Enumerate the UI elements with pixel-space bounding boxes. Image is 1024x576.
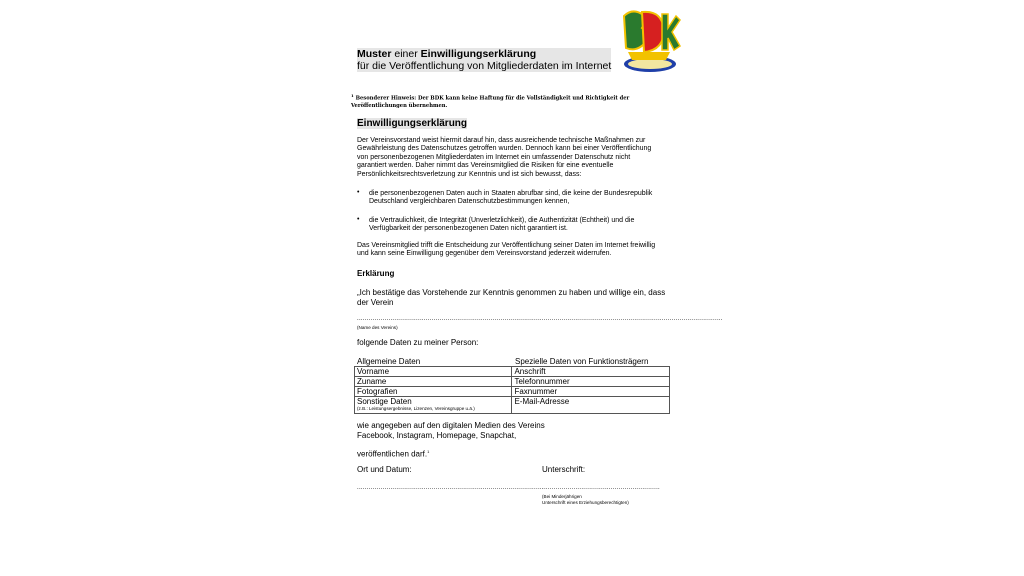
col-header-general: Allgemeine Daten	[357, 357, 421, 366]
minor-note-1: (Bei Minderjährigen	[542, 494, 582, 499]
table-row	[355, 387, 670, 397]
bullet-icon: •	[357, 189, 360, 196]
sonstige-note: (z.B.: Leistungsergebnisse, Lizenzen, Vereinsgruppe u.ä.)	[357, 406, 475, 411]
section-heading: Einwilligungserklärung	[357, 118, 468, 129]
bdk-logo	[618, 6, 682, 74]
document-title: Muster einer Einwilligungserklärung für die Veröffentlichung von Mitgliederdaten im Internet	[357, 48, 612, 72]
bullet-item: die personenbezogenen Daten auch in Staaten abrufbar sind, die keine der Bundesrepublik Deutschland vergleichbaren Datenschutzbestimmungen kennen,	[369, 190, 653, 206]
place-date-label: Ort und Datum:	[357, 465, 412, 474]
table-cell: Anschrift	[512, 367, 670, 377]
signature-label: Unterschrift:	[542, 465, 586, 474]
club-name-caption: (Name des Vereins)	[357, 325, 398, 330]
club-name-line[interactable]: ..........................................................................................................................................................................................	[357, 316, 723, 322]
bullet-icon: •	[357, 216, 360, 223]
footnote: $^1$ Besonderer Hinweis: Der BDK kann keine Haftung für die Vollständigkeit und Richtigkeit der Veröffentlichungen übernehmen.	[351, 93, 630, 109]
declaration-heading: Erklärung	[357, 269, 395, 278]
data-table	[354, 366, 670, 414]
table-cell: Telefonnummer	[512, 377, 670, 387]
table-cell: Zuname	[355, 377, 512, 387]
table-row	[355, 397, 670, 414]
table-row	[355, 377, 670, 387]
table-row	[355, 367, 670, 377]
closing-paragraph: Das Vereinsmitglied trifft die Entscheidung zur Veröffentlichung seiner Daten im Internet freiwillig und kann seine Einwilligung gegenüber dem Vereinsvorstand jederzeit widerrufen.	[357, 242, 656, 258]
bullet-item: die Vertraulichkeit, die Integrität (Unverletzlichkeit), die Authentizität (Echtheit) und die Verfügbarkeit der personenbezogenen Daten nicht garantiert ist.	[369, 217, 635, 233]
table-cell	[355, 397, 512, 414]
table-cell: Fotografien	[355, 387, 512, 397]
publish-line-3: veröffentlichen darf.$^1$	[357, 449, 430, 459]
data-intro: folgende Daten zu meiner Person:	[357, 338, 479, 347]
publish-line-1: wie angegeben auf den digitalen Medien des Vereins	[357, 421, 545, 430]
declaration-statement: „Ich bestätige das Vorstehende zur Kenntnis genommen zu haben und willige ein, dass der Verein	[357, 288, 666, 307]
table-cell: Vorname	[355, 367, 512, 377]
col-header-special: Spezielle Daten von Funktionsträgern	[515, 357, 649, 366]
table-cell: E-Mail-Adresse	[512, 397, 670, 414]
place-date-line[interactable]: ...............................................................................................	[357, 485, 544, 491]
minor-note-2: Unterschrift eines Erziehungsberechtigten)	[542, 500, 629, 505]
signature-line[interactable]: ............................................................	[542, 485, 661, 491]
table-cell: Faxnummer	[512, 387, 670, 397]
intro-paragraph: Der Vereinsvorstand weist hiermit darauf hin, dass ausreichende technische Maßnahmen zur Gewährleistung des Datenschutzes getroffen wurden. Dennoch kann bei einer Veröffentlichung von personenbezogenen Mitgliederdaten im Internet ein umfassender Datenschutz nicht garantiert werden. Daher nimmt das Vereinsmitglied die Risiken für eine eventuelle Persönlichkeitsrechtsverletzung zur Kenntnis und ist sich bewusst, dass:	[357, 137, 652, 178]
table-cell-label: Sonstige Daten	[357, 397, 412, 406]
publish-line-2: Facebook, Instagram, Homepage, Snapchat,	[357, 431, 517, 440]
